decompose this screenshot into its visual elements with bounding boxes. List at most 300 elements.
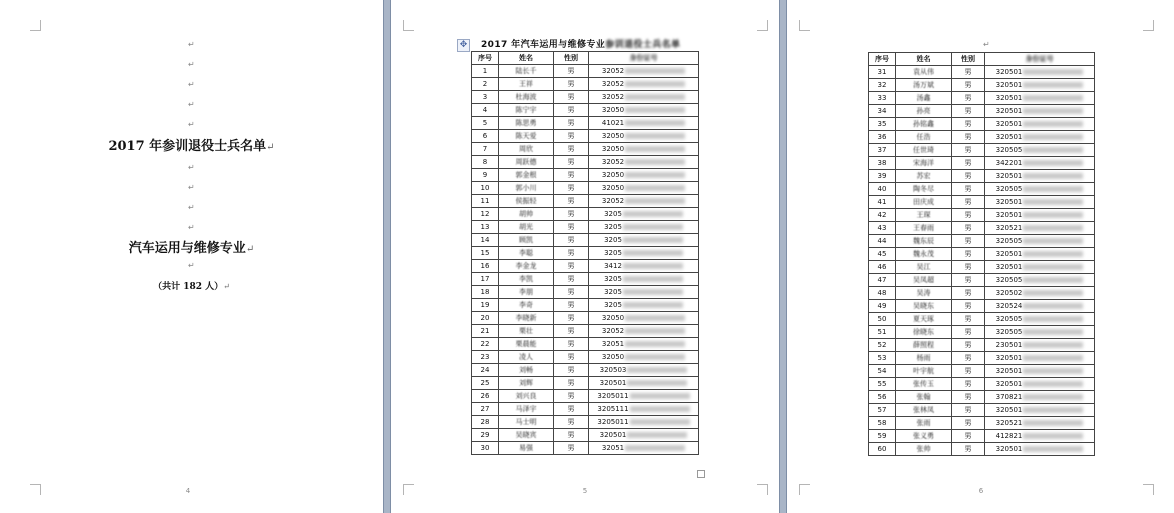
table-row — [869, 300, 1095, 313]
cell-gender: 男 — [554, 299, 589, 312]
id-redacted — [625, 354, 685, 360]
cell-no: 4 — [472, 104, 499, 117]
table-row — [869, 365, 1095, 378]
cell-name: 吴江 — [896, 261, 952, 274]
table-row — [869, 378, 1095, 391]
paragraph-mark: ↵ — [188, 203, 195, 212]
paragraph-mark: ↵ — [188, 100, 195, 109]
cell-name: 王春雨 — [896, 222, 952, 235]
id-redacted — [630, 393, 690, 399]
cell-no: 28 — [472, 416, 499, 429]
table-row — [869, 131, 1095, 144]
cell-gender: 男 — [952, 118, 985, 131]
cell-no: 14 — [472, 234, 499, 247]
table-row — [472, 403, 699, 416]
cell-no: 1 — [472, 65, 499, 78]
cell-no: 16 — [472, 260, 499, 273]
cell-id — [985, 196, 1095, 209]
cell-gender: 男 — [554, 65, 589, 78]
cell-name: 周跃德 — [499, 156, 554, 169]
id-prefix: 320501 — [995, 406, 1023, 414]
crop-mark — [799, 484, 810, 495]
table-row — [869, 118, 1095, 131]
cell-gender: 男 — [554, 260, 589, 273]
cell-name: 杜海波 — [499, 91, 554, 104]
cell-no: 52 — [869, 339, 896, 352]
id-redacted — [1023, 446, 1083, 452]
document-page-5[interactable] — [391, 0, 779, 513]
cell-id — [589, 377, 699, 390]
cell-gender: 男 — [952, 105, 985, 118]
id-redacted — [1023, 69, 1083, 75]
id-redacted — [1023, 121, 1083, 127]
header-gender: 性别 — [952, 53, 985, 66]
id-redacted — [1023, 238, 1083, 244]
cell-name: 任世琦 — [896, 144, 952, 157]
cell-gender: 男 — [554, 104, 589, 117]
cover-title: 2017 年参训退役士兵名单↵ — [108, 139, 275, 154]
cell-no: 9 — [472, 169, 499, 182]
cell-id — [589, 403, 699, 416]
cell-name: 魏永茂 — [896, 248, 952, 261]
id-prefix: 320505 — [995, 315, 1023, 323]
cell-no: 27 — [472, 403, 499, 416]
cell-gender: 男 — [554, 117, 589, 130]
table-row — [869, 157, 1095, 170]
cell-name: 徐晓东 — [896, 326, 952, 339]
cell-no: 5 — [472, 117, 499, 130]
cell-id — [985, 326, 1095, 339]
table-row — [472, 429, 699, 442]
table-row — [472, 195, 699, 208]
id-redacted — [1023, 355, 1083, 361]
cell-id — [589, 416, 699, 429]
table-row — [869, 248, 1095, 261]
table-row — [472, 299, 699, 312]
id-prefix: 32050 — [601, 184, 625, 192]
cell-gender: 男 — [952, 365, 985, 378]
cell-name: 陆长千 — [499, 65, 554, 78]
cell-id — [985, 105, 1095, 118]
cell-no: 26 — [472, 390, 499, 403]
cell-id — [985, 300, 1095, 313]
id-prefix: 320505 — [995, 276, 1023, 284]
cell-gender: 男 — [554, 156, 589, 169]
cell-gender: 男 — [952, 79, 985, 92]
id-prefix: 320501 — [599, 379, 627, 387]
cell-id — [985, 443, 1095, 456]
id-prefix: 320501 — [995, 445, 1023, 453]
id-redacted — [625, 146, 685, 152]
id-prefix: 3205 — [604, 288, 622, 296]
cell-name: 杨雨 — [896, 352, 952, 365]
cell-no: 36 — [869, 131, 896, 144]
id-prefix: 320505 — [995, 146, 1023, 154]
cell-name: 胡光 — [499, 221, 554, 234]
cell-name: 李奇 — [499, 299, 554, 312]
cell-id — [985, 430, 1095, 443]
id-redacted — [1023, 277, 1083, 283]
paragraph-mark: ↵ — [188, 223, 195, 232]
id-redacted — [1023, 212, 1083, 218]
id-redacted — [1023, 329, 1083, 335]
id-redacted — [1023, 420, 1083, 426]
table-row — [472, 351, 699, 364]
header-id: 身份证号 — [985, 53, 1095, 66]
id-redacted — [625, 133, 685, 139]
cell-no: 23 — [472, 351, 499, 364]
roster-table-page-6[interactable] — [868, 52, 1095, 456]
cell-id — [589, 299, 699, 312]
id-redacted — [625, 315, 685, 321]
cell-no: 40 — [869, 183, 896, 196]
id-prefix: 342201 — [995, 159, 1023, 167]
id-prefix: 320501 — [599, 431, 627, 439]
cell-name: 叶宇航 — [896, 365, 952, 378]
cell-no: 24 — [472, 364, 499, 377]
cell-id — [985, 183, 1095, 196]
cell-id — [985, 131, 1095, 144]
id-redacted — [1023, 186, 1083, 192]
id-prefix: 3205 — [604, 210, 622, 218]
cell-id — [985, 352, 1095, 365]
table-row — [869, 92, 1095, 105]
cell-id — [985, 287, 1095, 300]
cell-no: 56 — [869, 391, 896, 404]
cell-name: 吴晓宾 — [499, 429, 554, 442]
cell-name: 马泽宇 — [499, 403, 554, 416]
id-prefix: 32050 — [601, 314, 625, 322]
cell-gender: 男 — [952, 261, 985, 274]
cell-gender: 男 — [952, 131, 985, 144]
table-row — [869, 274, 1095, 287]
cell-no: 39 — [869, 170, 896, 183]
id-prefix: 3205 — [604, 236, 622, 244]
cell-no: 51 — [869, 326, 896, 339]
cell-no: 38 — [869, 157, 896, 170]
cell-name: 郭小川 — [499, 182, 554, 195]
id-prefix: 3205011 — [597, 392, 629, 400]
id-prefix: 320505 — [995, 328, 1023, 336]
cell-gender: 男 — [952, 352, 985, 365]
id-redacted — [625, 68, 685, 74]
cell-gender: 男 — [554, 143, 589, 156]
table-row — [869, 261, 1095, 274]
id-prefix: 320521 — [995, 224, 1023, 232]
cell-name: 张林凤 — [896, 404, 952, 417]
header-gender: 性别 — [554, 52, 589, 65]
cell-gender: 男 — [554, 351, 589, 364]
cell-no: 8 — [472, 156, 499, 169]
page-number: 5 — [582, 487, 588, 495]
cell-name: 栗晨能 — [499, 338, 554, 351]
header-no: 序号 — [869, 53, 896, 66]
cell-gender: 男 — [554, 286, 589, 299]
id-redacted — [625, 172, 685, 178]
cell-name: 刘畅 — [499, 364, 554, 377]
table-row — [869, 235, 1095, 248]
cell-gender: 男 — [952, 248, 985, 261]
id-prefix: 3412 — [604, 262, 622, 270]
cell-id — [589, 325, 699, 338]
cell-gender: 男 — [554, 312, 589, 325]
cell-no: 30 — [472, 442, 499, 455]
cell-id — [985, 118, 1095, 131]
cell-name: 侯振轻 — [499, 195, 554, 208]
cell-name: 顾凯 — [499, 234, 554, 247]
id-redacted — [1023, 316, 1083, 322]
cell-gender: 男 — [554, 208, 589, 221]
cell-id — [985, 404, 1095, 417]
cell-gender: 男 — [554, 91, 589, 104]
cell-id — [985, 209, 1095, 222]
cell-gender: 男 — [952, 417, 985, 430]
cell-gender: 男 — [952, 157, 985, 170]
crop-mark — [1143, 484, 1154, 495]
id-prefix: 32052 — [601, 93, 625, 101]
id-redacted — [623, 276, 683, 282]
id-prefix: 32050 — [601, 171, 625, 179]
table-resize-handle[interactable] — [697, 470, 705, 478]
table-move-handle[interactable]: ✥ — [457, 39, 470, 52]
cell-id — [985, 92, 1095, 105]
cell-name: 王琛 — [896, 209, 952, 222]
id-prefix: 32052 — [601, 327, 625, 335]
cell-id — [985, 144, 1095, 157]
id-prefix: 320505 — [995, 237, 1023, 245]
document-page-cover[interactable] — [0, 0, 383, 513]
table-row — [472, 325, 699, 338]
cell-gender: 男 — [952, 391, 985, 404]
cell-gender: 男 — [952, 300, 985, 313]
cell-gender: 男 — [554, 429, 589, 442]
cell-no: 59 — [869, 430, 896, 443]
table-row — [472, 117, 699, 130]
cell-name: 张传玉 — [896, 378, 952, 391]
cell-name: 李朋 — [499, 286, 554, 299]
crop-mark — [30, 20, 41, 31]
crop-mark — [757, 20, 768, 31]
cover-subtitle: 汽车运用与维修专业↵ — [128, 241, 255, 256]
id-prefix: 32050 — [601, 145, 625, 153]
id-prefix: 320505 — [995, 185, 1023, 193]
crop-mark — [757, 484, 768, 495]
cell-id — [589, 338, 699, 351]
paragraph-mark: ↵ — [188, 40, 195, 49]
cell-name: 张义勇 — [896, 430, 952, 443]
id-redacted — [1023, 368, 1083, 374]
cell-gender: 男 — [952, 92, 985, 105]
cell-gender: 男 — [554, 169, 589, 182]
paragraph-mark: ↵ — [188, 80, 195, 89]
cell-gender: 男 — [952, 313, 985, 326]
id-prefix: 320501 — [995, 250, 1023, 258]
cell-no: 60 — [869, 443, 896, 456]
id-prefix: 32050 — [601, 106, 625, 114]
cell-no: 55 — [869, 378, 896, 391]
table-row — [472, 442, 699, 455]
cell-name: 张帅 — [896, 443, 952, 456]
cell-no: 46 — [869, 261, 896, 274]
cell-gender: 男 — [952, 183, 985, 196]
id-redacted — [1023, 381, 1083, 387]
cell-gender: 男 — [952, 443, 985, 456]
cell-id — [589, 442, 699, 455]
id-redacted — [625, 445, 685, 451]
id-prefix: 3205011 — [597, 418, 629, 426]
cell-id — [985, 274, 1095, 287]
cell-gender: 男 — [952, 274, 985, 287]
cell-gender: 男 — [554, 221, 589, 234]
header-name: 姓名 — [499, 52, 554, 65]
cell-name: 夏天琢 — [896, 313, 952, 326]
table-row — [472, 91, 699, 104]
id-redacted — [630, 406, 690, 412]
cell-id — [589, 273, 699, 286]
id-prefix: 320524 — [995, 302, 1023, 310]
cell-no: 33 — [869, 92, 896, 105]
cell-id — [589, 117, 699, 130]
table-row — [869, 326, 1095, 339]
cell-no: 50 — [869, 313, 896, 326]
id-prefix: 3205111 — [597, 405, 629, 413]
cell-id — [589, 364, 699, 377]
id-redacted — [625, 341, 685, 347]
cell-gender: 男 — [952, 235, 985, 248]
cell-id — [589, 143, 699, 156]
paragraph-mark: ↵ — [983, 40, 990, 49]
id-redacted — [627, 367, 687, 373]
table-row — [472, 286, 699, 299]
cell-name: 吴凤超 — [896, 274, 952, 287]
table-row — [869, 313, 1095, 326]
roster-table-page-5[interactable] — [471, 51, 699, 455]
page-number: 6 — [978, 487, 984, 495]
cell-no: 17 — [472, 273, 499, 286]
cell-name: 郭金根 — [499, 169, 554, 182]
table-row — [869, 79, 1095, 92]
id-redacted — [1023, 303, 1083, 309]
cell-gender: 男 — [952, 326, 985, 339]
cell-gender: 男 — [554, 325, 589, 338]
cell-id — [985, 391, 1095, 404]
id-redacted — [623, 250, 683, 256]
cell-id — [589, 390, 699, 403]
cell-gender: 男 — [554, 130, 589, 143]
id-redacted — [1023, 342, 1083, 348]
crop-mark — [30, 484, 41, 495]
id-redacted — [1023, 95, 1083, 101]
id-prefix: 320501 — [995, 120, 1023, 128]
id-redacted — [1023, 290, 1083, 296]
id-prefix: 3205 — [604, 223, 622, 231]
cell-no: 11 — [472, 195, 499, 208]
id-prefix: 320501 — [995, 107, 1023, 115]
table-row — [869, 417, 1095, 430]
cell-gender: 男 — [952, 222, 985, 235]
cell-gender: 男 — [554, 78, 589, 91]
table-row — [869, 183, 1095, 196]
cell-name: 凌人 — [499, 351, 554, 364]
table-row — [472, 169, 699, 182]
cell-id — [589, 208, 699, 221]
cell-id — [985, 261, 1095, 274]
id-redacted — [1023, 264, 1083, 270]
page-gutter-right — [779, 0, 787, 513]
table-row — [472, 130, 699, 143]
id-prefix: 320501 — [995, 263, 1023, 271]
cell-name: 李金龙 — [499, 260, 554, 273]
cell-id — [985, 313, 1095, 326]
cell-name: 张雨 — [896, 417, 952, 430]
id-prefix: 41021 — [601, 119, 625, 127]
cell-no: 44 — [869, 235, 896, 248]
cell-name: 吴晓东 — [896, 300, 952, 313]
id-redacted — [1023, 251, 1083, 257]
id-prefix: 412821 — [995, 432, 1023, 440]
id-redacted — [623, 211, 683, 217]
cell-name: 吴涛 — [896, 287, 952, 300]
cell-id — [589, 221, 699, 234]
table-row — [869, 287, 1095, 300]
cell-gender: 男 — [952, 170, 985, 183]
paragraph-mark: ↵ — [188, 60, 195, 69]
id-prefix: 32050 — [601, 353, 625, 361]
cell-gender: 男 — [554, 416, 589, 429]
cell-no: 45 — [869, 248, 896, 261]
id-prefix: 3205 — [604, 301, 622, 309]
id-redacted — [625, 185, 685, 191]
cell-id — [985, 235, 1095, 248]
cell-name: 刘辉 — [499, 377, 554, 390]
id-redacted — [1023, 199, 1083, 205]
id-prefix: 3205 — [604, 249, 622, 257]
document-page-6[interactable] — [787, 0, 1174, 513]
cell-name: 王祥 — [499, 78, 554, 91]
cell-no: 12 — [472, 208, 499, 221]
cell-gender: 男 — [554, 273, 589, 286]
table-row — [869, 144, 1095, 157]
table-row — [869, 339, 1095, 352]
paragraph-mark: ↵ — [188, 120, 195, 129]
cell-gender: 男 — [554, 247, 589, 260]
cell-no: 2 — [472, 78, 499, 91]
cell-name: 李凯 — [499, 273, 554, 286]
cell-gender: 男 — [952, 339, 985, 352]
id-prefix: 320501 — [995, 81, 1023, 89]
table-title: 2017 年汽车运用与维修专业参训退役士兵名单 — [481, 40, 681, 50]
cell-no: 34 — [869, 105, 896, 118]
id-redacted — [623, 263, 683, 269]
page-gutter-left — [383, 0, 391, 513]
cell-no: 43 — [869, 222, 896, 235]
table-row — [472, 416, 699, 429]
id-prefix: 320503 — [599, 366, 627, 374]
cell-gender: 男 — [554, 377, 589, 390]
cell-no: 48 — [869, 287, 896, 300]
crop-mark — [403, 484, 414, 495]
id-redacted — [625, 198, 685, 204]
table-row — [472, 156, 699, 169]
table-row — [869, 391, 1095, 404]
table-row — [472, 65, 699, 78]
id-redacted — [1023, 108, 1083, 114]
cell-id — [985, 170, 1095, 183]
cell-name: 刘兴良 — [499, 390, 554, 403]
cell-id — [589, 286, 699, 299]
cell-name: 孙亮 — [896, 105, 952, 118]
cell-id — [985, 157, 1095, 170]
